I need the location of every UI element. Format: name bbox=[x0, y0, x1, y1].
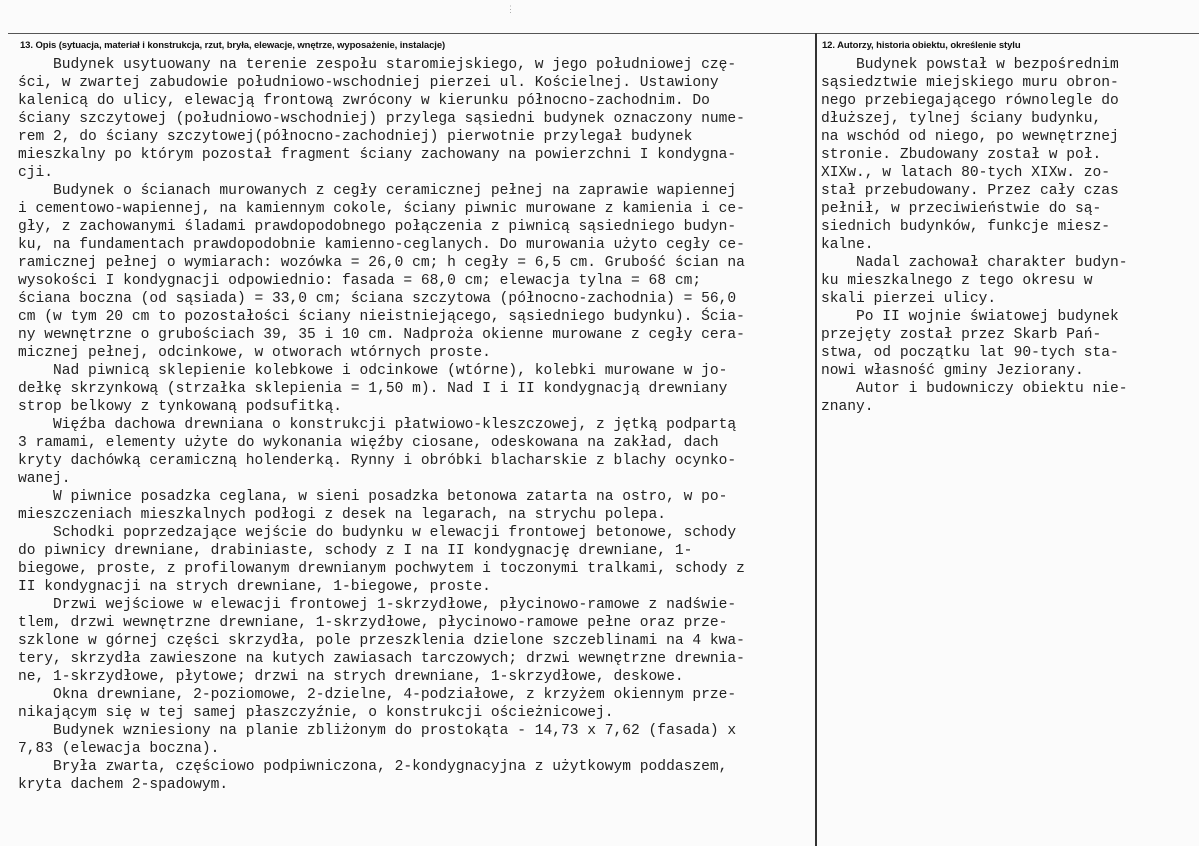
paragraph-author: Autor i budowniczy obiektu nie- znany. bbox=[821, 381, 1128, 415]
paragraph-windows: Okna drewniane, 2-poziomowe, 2-dzielne, 4-podziałowe, z krzyżem okiennym prze- nikającym się w tej samej płaszczyźnie, o konstrukcji ościeżnicowej. bbox=[18, 687, 737, 721]
paragraph-ownership: Po II wojnie światowej budynek przejęty został przez Skarb Pań- stwa, od początku lat 90-tych sta- nowi własność gminy Jeziorany. bbox=[821, 309, 1119, 379]
section-13-header: 13. Opis (sytuacja, materiał i konstrukcja, rzut, bryła, elewacje, wnętrze, wyposażenie, instalacje) bbox=[20, 40, 446, 51]
column-divider bbox=[815, 33, 817, 846]
scan-artifact: ⋮ bbox=[506, 4, 515, 14]
paragraph-floors: W piwnice posadzka ceglana, w sieni posadzka betonowa zatarta na ostro, w po- mieszczeniach mieszkalnych podłogi z desek na legarach, na strychu polepa. bbox=[18, 489, 728, 523]
paragraph-history: Budynek powstał w bezpośrednim sąsiedztwie miejskiego muru obron- nego przebiegającego równolegle do dłuższej, tylnej ściany budynku, na wschód od niego, po wewnętrznej stronie. Zbudowany został w poł. XIXw., w latach 80-tych XIXw. zo- stał przebudowany. Przez cały czas pełnił, w przeciwieństwie do są- siednich budynków, funkcje miesz- kalne. bbox=[821, 57, 1119, 253]
history-text bbox=[821, 56, 1161, 416]
section-12-header: 12. Autorzy, historia obiektu, określenie stylu bbox=[822, 40, 1021, 51]
description-text bbox=[18, 56, 808, 794]
paragraph-roof: Więźba dachowa drewniana o konstrukcji płatwiowo-kleszczowej, z jętką podpartą 3 ramami, elementy użyte do wykonania więźby ciosane, odeskowana na zakład, dach kryty dachówką ceramiczną holenderką. Rynny i obróbki blacharskie z blachy ocynko- wanej. bbox=[18, 417, 737, 487]
paragraph-character: Nadal zachował charakter budyn- ku mieszkalnego z tego okresu w skali pierzei ulicy. bbox=[821, 255, 1128, 307]
top-border-line bbox=[8, 33, 1199, 34]
paragraph-plan: Budynek wzniesiony na planie zbliżonym do prostokąta - 14,73 x 7,62 (fasada) x 7,83 (elewacja boczna). bbox=[18, 723, 737, 757]
paragraph-stairs: Schodki poprzedzające wejście do budynku w elewacji frontowej betonowe, schody do piwnicy drewniane, drabiniaste, schody z I na II kondygnację drewniane, 1- biegowe, proste, z profilowanym drewnianym pochwytem i toczonymi tralkami, schody z II kondygnacji na strych drewniane, 1-biegowe, proste. bbox=[18, 525, 745, 595]
paragraph-walls: Budynek o ścianach murowanych z cegły ceramicznej pełnej na zaprawie wapiennej i cementowo-wapiennej, na kamiennym cokole, ściany piwnic murowane z kamienia i ce- gły, z zachowanymi śladami prawdopodobnego połączenia z piwnicą sąsiedniego budyn- ku, na fundamentach prawdopodobnie kamienno-ceglanych. Do murowania użyto cegły ce- ramicznej pełnej o wymiarach: wozówka = 26,0 cm; h cegły = 6,5 cm. Grubość ścian na wysokości I kondygnacji odpowiednio: fasada = 68,0 cm; elewacja tylna = 68 cm; ściana boczna (od sąsiada) = 33,0 cm; ściana szczytowa (północno-zachodnia) = 56,0 cm (w tym 20 cm to pozostałości ściany nieistniejącego, sąsiedniego budynku). Ścia- ny wewnętrzne o grubościach 39, 35 i 10 cm. Nadproża okienne murowane z cegły cera- micznej pełnej, odcinkowe, w otworach wtórnych proste. bbox=[18, 183, 745, 361]
paragraph-location: Budynek usytuowany na terenie zespołu staromiejskiego, w jego południowej czę- ści, w zwartej zabudowie południowo-wschodniej pierzei ul. Kościelnej. Ustawiony kalenicą do ulicy, elewacją frontową zwrócony w kierunku północno-zachodnim. Do ściany szczytowej (południowo-wschodniej) przylega sąsiedni budynek oznaczony nume- rem 2, do ściany szczytowej(północno-zachodniej) pierwotnie przylegał budynek mieszkalny po którym pozostał fragment ściany zachowany na powierzchni I kondygna- cji. bbox=[18, 57, 745, 181]
paragraph-vaults: Nad piwnicą sklepienie kolebkowe i odcinkowe (wtórne), kolebki murowane w jo- dełkę skrzynkową (strzałka sklepienia = 1,50 m). Nad I i II kondygnacją drewniany strop belkowy z tynkowaną podsufitką. bbox=[18, 363, 728, 415]
paragraph-doors: Drzwi wejściowe w elewacji frontowej 1-skrzydłowe, płycinowo-ramowe z nadświe- tlem, drzwi wewnętrzne drewniane, 1-skrzydłowe, płycinowo-ramowe pełne oraz prze- szklone w górnej części skrzydła, pole przeszklenia dzielone szczeblinami na 4 kwa- tery, skrzydła zawieszone na kutych zawiasach tarczowych; drzwi wewnętrzne drewnia- ne, 1-skrzydłowe, płytowe; drzwi na strych drewniane, 1-skrzydłowe, deskowe. bbox=[18, 597, 745, 685]
paragraph-massing: Bryła zwarta, częściowo podpiwniczona, 2-kondygnacyjna z użytkowym poddaszem, kryta dachem 2-spadowym. bbox=[18, 759, 728, 793]
